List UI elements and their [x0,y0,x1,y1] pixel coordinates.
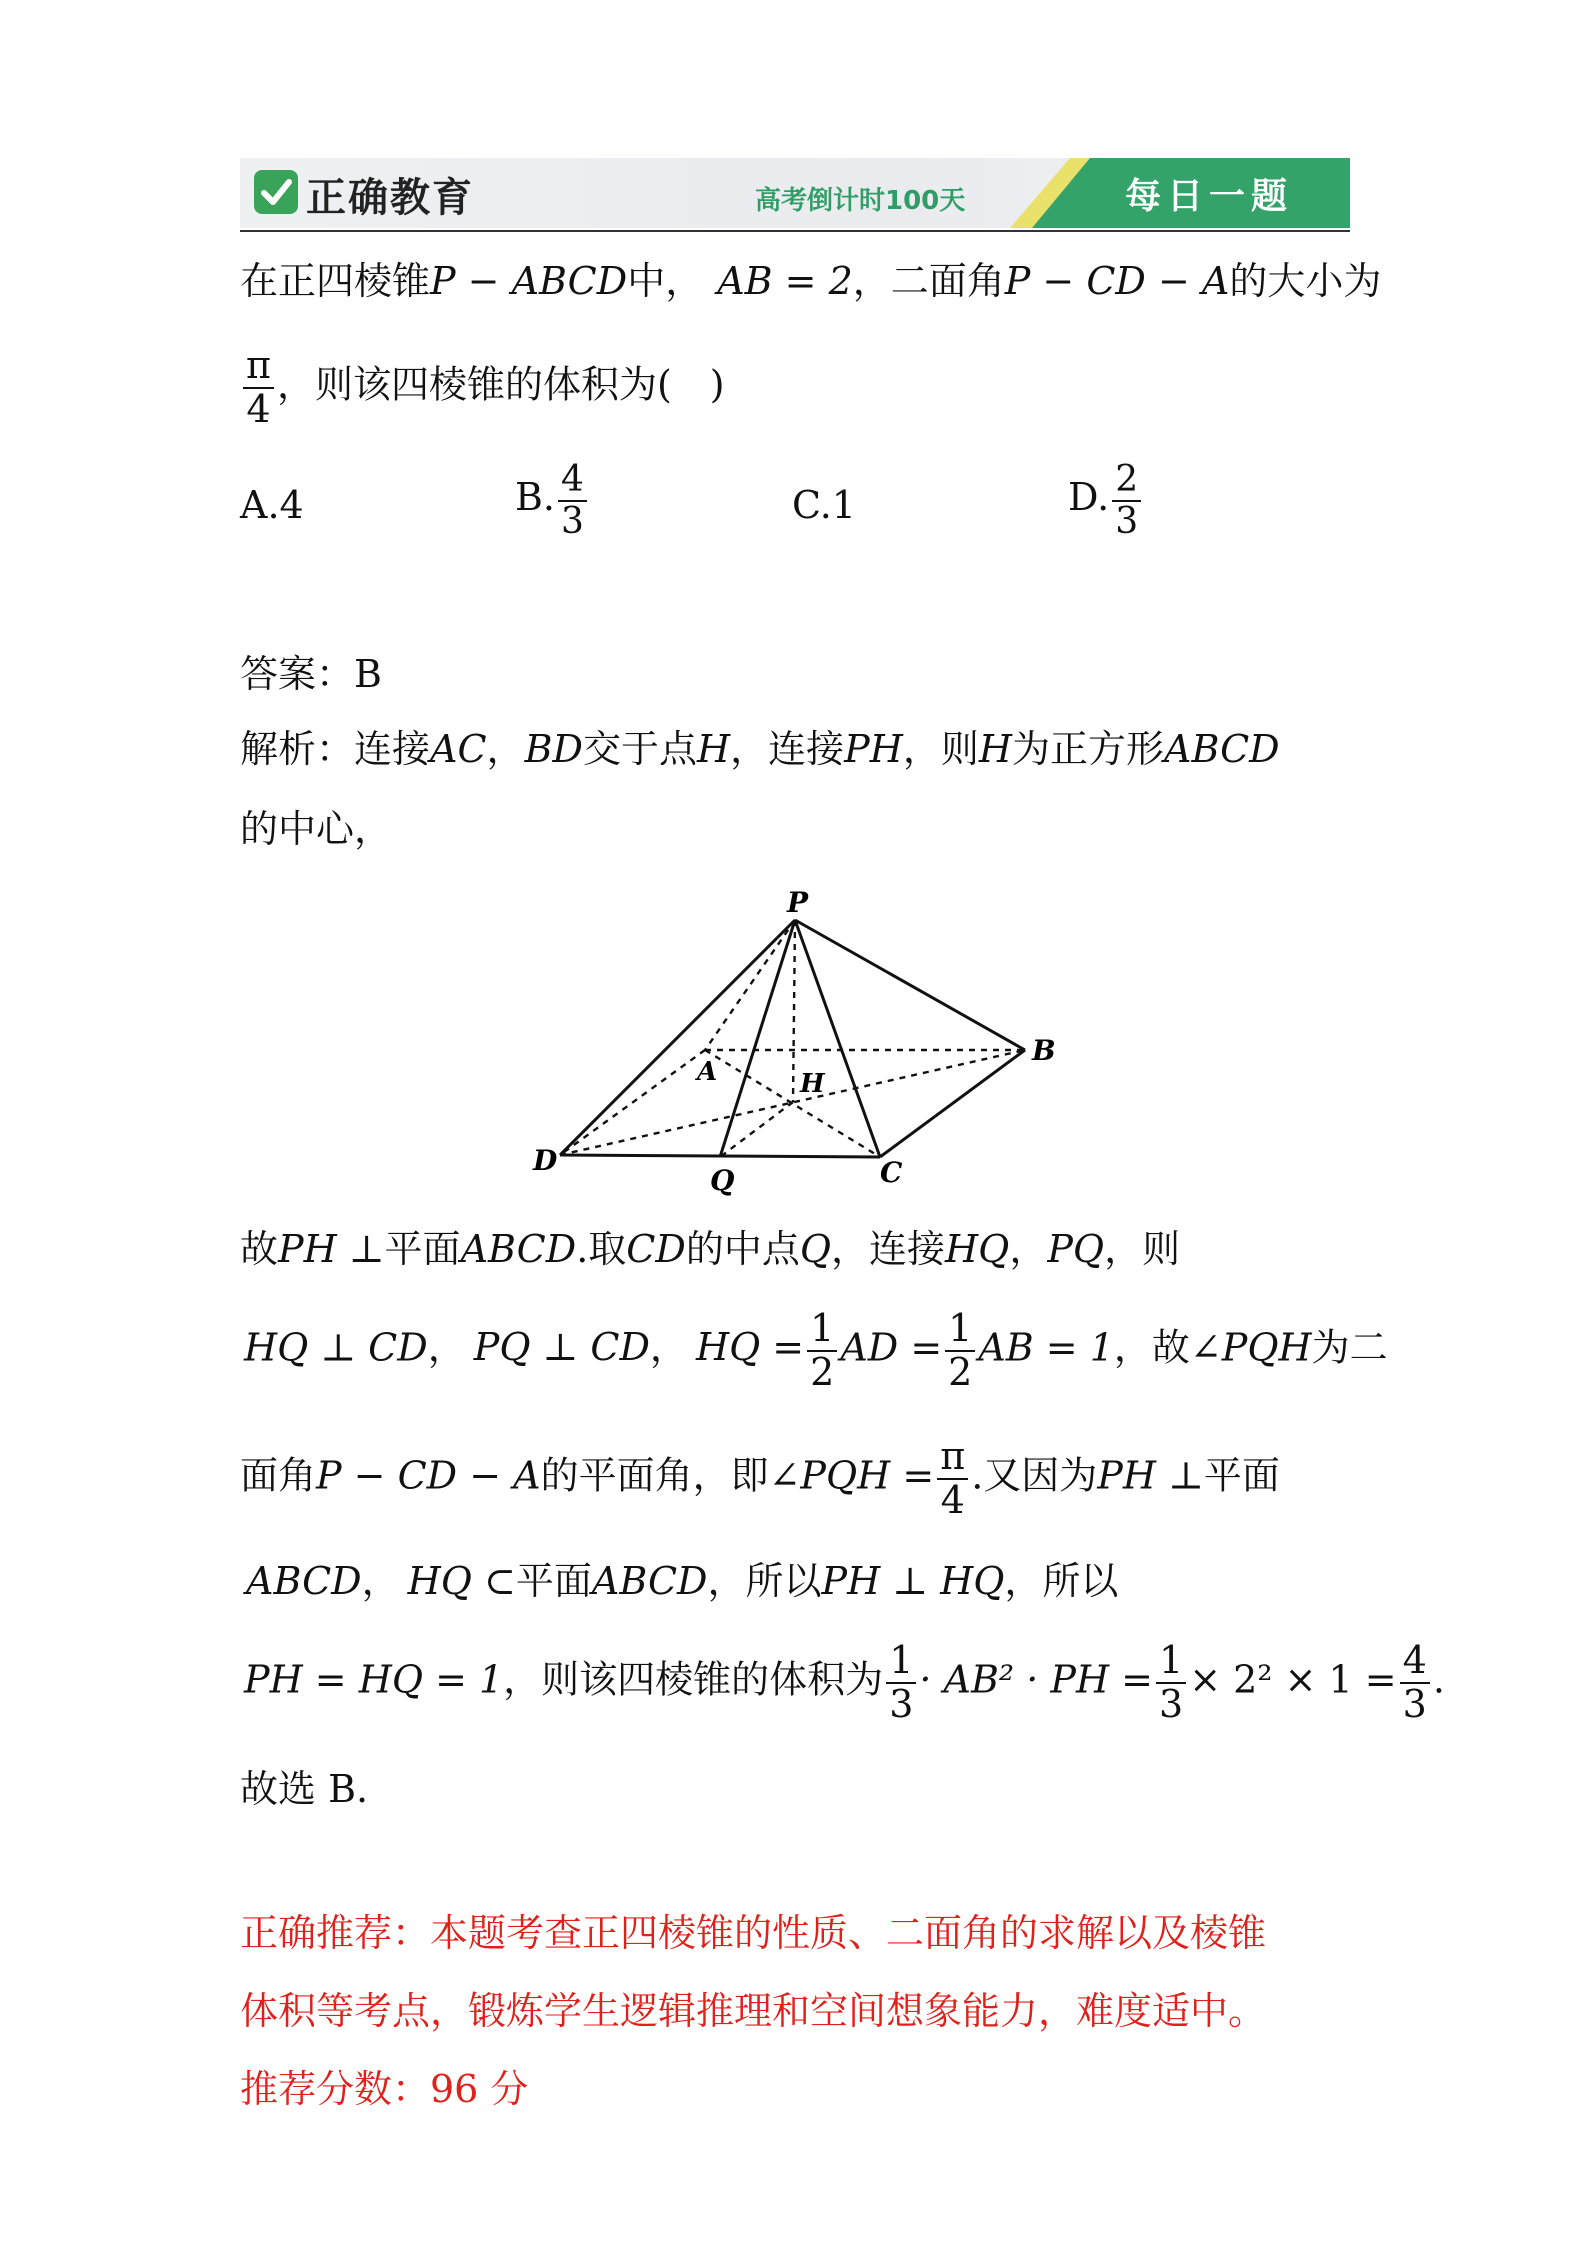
edge-PB [795,920,1025,1050]
solution-line-6: ABCD， HQ ⊂平面ABCD，所以PH ⊥ HQ，所以 [246,1559,1119,1603]
label-A: A [697,1057,718,1087]
pyramid-figure [525,880,1075,1200]
question-line-1: 在正四棱锥P − ABCD中， AB = 2，二面角P − CD − A的大小为 [240,259,1382,303]
edge-CB [880,1050,1025,1157]
solution-line-4: HQ ⊥ CD， PQ ⊥ CD， HQ = $\frac{1}{2}$ AD = $\frac{1}{2}$ AB = 1，故∠PQH为二 [244,1306,1388,1394]
solution-line-7: PH = HQ = 1，则该四棱锥的体积为 $\frac{1}{3}$ · AB² · PH = $\frac{1}{3}$ × 2² × 1 = $\frac{4}{3}$ . [244,1638,1445,1726]
recommend-line-2: 体积等考点，锻炼学生逻辑推理和空间想象能力，难度适中。 [240,1989,1267,2033]
solution-line-3: 故PH ⊥平面ABCD.取CD的中点Q，连接HQ，PQ，则 [240,1227,1181,1271]
option-c: C.1 [792,483,856,527]
solution-line-2: 的中心， [240,807,393,851]
checkmark-icon [254,170,298,214]
segment-HQ [720,1102,793,1157]
daily-question-tab: 每日一题 [1125,176,1294,217]
edge-PD [560,920,795,1155]
solution-line-1: 解析：连接AC，BD交于点H，连接PH，则H为正方形ABCD [240,727,1280,771]
solution-line-8: 故选 B. [240,1767,369,1811]
recommend-score: 推荐分数：96 分 [240,2067,529,2111]
label-B: B [1032,1034,1056,1067]
question-line-2: $\frac{\pi}{4}$ ，则该四棱锥的体积为( ) [240,345,725,431]
header-banner [240,158,1350,232]
option-d: D. $\frac{2}{3}$ [1068,460,1144,541]
label-Q: Q [710,1164,735,1197]
edge-DC [560,1155,880,1157]
option-b: B. $\frac{4}{3}$ [515,460,590,541]
brand-name: 正确教育 [306,175,474,221]
label-C: C [880,1156,903,1189]
label-P: P [787,886,809,919]
edge-PC [795,920,880,1157]
edge-PA [705,920,795,1050]
option-a: A.4 [240,483,304,527]
height-PH [793,920,795,1102]
countdown-text: 高考倒计时100天 [755,186,966,216]
solution-line-5: 面角P − CD − A的平面角，即∠PQH = $\frac{\pi}{4}$ .又因为PH ⊥平面 [240,1434,1280,1522]
label-D: D [533,1144,558,1177]
label-H: H [800,1069,825,1099]
recommend-line-1: 正确推荐：本题考查正四棱锥的性质、二面角的求解以及棱锥 [240,1911,1267,1955]
angle-fraction: $\frac{\pi}{4}$ [243,345,274,431]
answer: 答案：B [240,652,382,696]
